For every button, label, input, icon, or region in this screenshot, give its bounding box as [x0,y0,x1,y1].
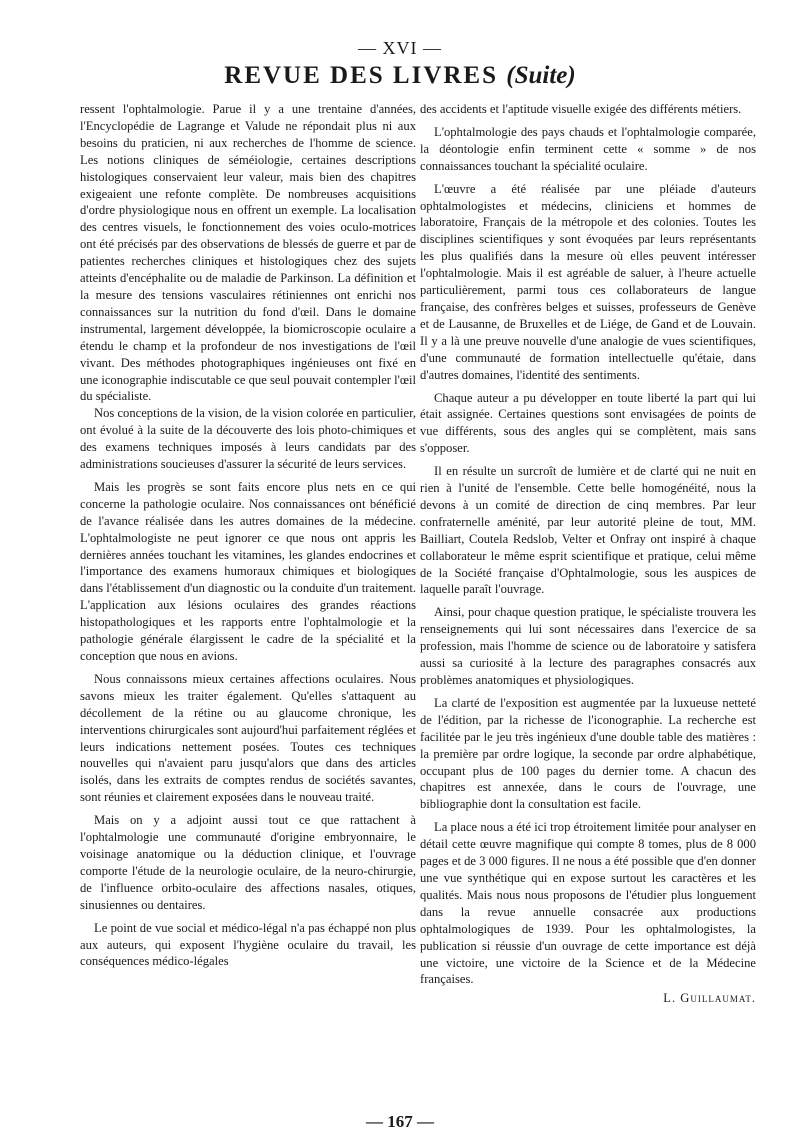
paragraph: La clarté de l'exposition est augmentée par la luxueuse netteté de l'édition, par la richesse de l'iconographie. La recherche est facilitée par le jeu très ingénieux d'une double table des matières : la première par ordre logique, la seconde par ordre alphabétique, occupant plus de 100 pages du dernier tome. A chacun des chapitres est annexée, dans le cours de l'ouvrage, une bibliographie dont la consultation est facile. [420,695,756,812]
page-number-top: — XVI — [358,38,442,58]
left-column [80,101,416,970]
signature: L. Guillaumat. [663,991,756,1006]
paragraph: L'œuvre a été réalisée par une pléiade d'auteurs ophtalmologistes et médecins, cliniciens et hommes de laboratoire, Français de la métropole et des colonies. Toutes les disciplines scientifiques y sont évoquées par leurs représentants les plus qualifiés dans la mesure où elles peuvent intéresser l'ophtalmologie. Mais il est agréable de saluer, à l'heure actuelle particulièrement, parmi tous ces collaborateurs de langue française, des confrères belges et suisses, professeurs de Genève et de Lausanne, de Bruxelles et de Liége, de Gand et de Louvain. Il y a là une preuve nouvelle d'une analogie de vues scientifiques, d'une communauté de formation intellectuelle qu'étaie, dans d'autres domaines, l'identité des sentiments. [420,181,756,382]
paragraph: Il en résulte un surcroît de lumière et de clarté qui ne nuit en rien à l'unité de l'ensemble. Cette belle homogénéité, nous la devons à un comité de direction de cinq membres. Par leur confraternelle aménité, par leur autorité pleine de tout, MM. Bailliart, Coutela Redslob, Velter et Onfray ont inspiré à chaque collaborateur le même esprit scientifique et pratique, celui même de la Société française d'Ophtalmologie, sous les auspices de laquelle paraît l'ouvrage. [420,464,756,597]
page-title-suite: (Suite) [506,62,576,89]
paragraph: Chaque auteur a pu développer en toute liberté la part qui lui était assignée. Certaines questions sont envisagées de points de vue différents, sous des angles qui se complètent, mais sans s'opposer. [420,390,756,456]
paragraph: Ainsi, pour chaque question pratique, le spécialiste trouvera les renseignements qui lui sont nécessaires dans l'exercice de sa profession, mais l'homme de science ou de laboratoire y satisfera aussi sa curiosité à la lecture des paragraphes consacrés aux problèmes anatomiques et physiologiques. [420,605,756,687]
paragraph: Mais on y a adjoint aussi tout ce que rattachent à l'ophtalmologie une communauté d'origine embryonnaire, le voisinage anatomique ou la déduction clinique, et l'ouvrage comporte l'étude de la neurologie oculaire, de la neuro-chirurgie, de l'influence orbito-oculaire des affections nasales, otiques, sinusiennes ou dentaires. [80,813,416,912]
paragraph: ressent l'ophtalmologie. Parue il y a une trentaine d'années, l'Encyclopédie de Lagrange et Valude ne répondait plus ni aux besoins du praticien, ni aux recherches de l'homme de science. Les notions cliniques de séméiologie, certaines descriptions histologiques conservaient leur valeur, mais bien des chapitres exigeaient une refonte complète. De nombreuses acquisitions d'ordre physiologique nous en offrent un exemple. La localisation des centres visuels, le fonctionnement des voies oculo-motrices ont été précisés par des observations de blessés de guerre et par de patientes recherches cliniques et histologiques chez des sujets atteints d'encéphalite ou de maladie de Parkinson. La définition et la mesure des tensions vasculaires rétiniennes ont enrichi nos connaissances sur la nutrition du fond d'œil. Dans le domaine instrumental, largement développée, la biomicroscopie oculaire a étendu le champ et la profondeur de nos investigations de l'œil vivant. Des méthodes photographiques ingénieuses ont fixé en une iconographie indiscutable ce que seul pouvait contempler l'œil du spécialiste. [80,102,416,404]
paragraph: La place nous a été ici trop étroitement limitée pour analyser en détail cette œuvre magnifique qui compte 8 tomes, plus de 8 000 pages et de 3 000 figures. Il ne nous a été possible que d'en donner une vue synthétique qui en expose surtout les caractères et les qualités. Mais nous nous proposons de l'étudier plus longuement dans la revue annuelle consacrée aux productions ophtalmologiques de 1939. Pour les ophtalmologistes, la publication si réussie d'un ouvrage de cette importance est déjà une victoire, une victoire de la Science et de la Médecine françaises. [420,820,756,987]
right-column [420,101,756,1007]
page-title [0,62,800,90]
paragraph: des accidents et l'aptitude visuelle exigée des différents métiers. [420,102,742,116]
paragraph: L'ophtalmologie des pays chauds et l'ophtalmologie comparée, la déontologie enfin terminent cette « somme » de nos connaissances touchant la spécialité oculaire. [420,124,756,173]
page-title-main: REVUE DES LIVRES [224,62,499,89]
paragraph: Mais les progrès se sont faits encore plus nets en ce qui concerne la pathologie oculaire. Nos connaissances ont bénéficié de l'avance réalisée dans les autres domaines de la médecine. L'ophtalmologiste ne peut ignorer ce que nous ont appris les dernières années touchant les vitamines, les glandes endocrines et l'importance des examens humoraux chimiques et biologiques dans l'établissement d'un diagnostic ou la conduite d'un traitement. L'application aux lésions oculaires des grandes réactions histopathologiques et les rapports entre l'ophtalmologie et la pathologie générale élargissent le cadre de la spécialité et la conception que nous en avions. [80,479,416,663]
paragraph: Le point de vue social et médico-légal n'a pas échappé non plus aux auteurs, qui exposent l'hygiène oculaire du travail, les conséquences médico-légales [80,920,416,969]
paragraph: Nous connaissons mieux certaines affections oculaires. Nous savons mieux les traiter également. Qu'elles s'attaquent au décollement de la rétine ou au glaucome chronique, les interventions chirurgicales sont aujourd'hui parfaitement réglées et leurs indications nettement posées. Toutes ces techniques nouvelles qui n'avaient paru jusqu'alors que dans des articles isolés, dans les extraits de comptes rendus de sociétés savantes, sont réunies et clairement exposées dans le nouveau traité. [80,671,416,805]
paragraph: Nos conceptions de la vision, de la vision colorée en particulier, ont évolué à la suite de la découverte des lois photo-chimiques et des examens techniques imposés à leurs candidats par des administrations soucieuses d'assurer la sécurité de leurs services. [80,406,416,472]
page-number-bottom: — 167 — [366,1112,434,1131]
